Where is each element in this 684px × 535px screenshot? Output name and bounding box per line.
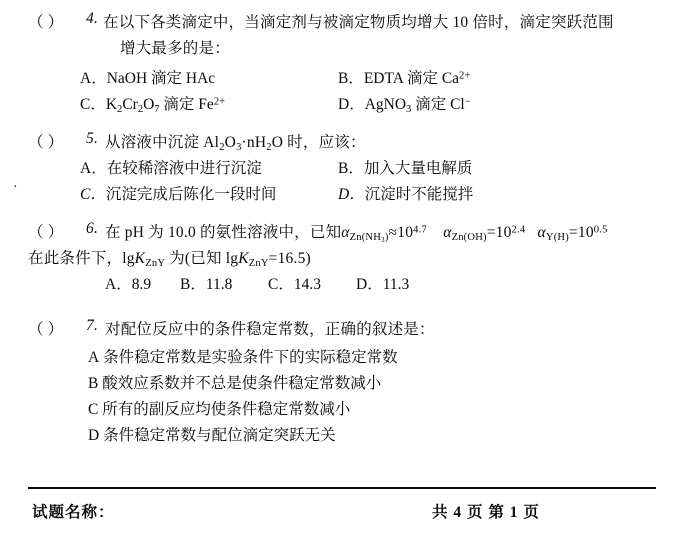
q4-option-c-fe: 滴定 Fe bbox=[159, 96, 214, 113]
q4-option-c-key: C． bbox=[80, 96, 106, 113]
q4-option-c-sub3: 7 bbox=[154, 103, 160, 115]
q4-option-d-agno: AgNO bbox=[364, 96, 407, 113]
q6-alpha2: α bbox=[443, 224, 452, 241]
q7-option-a-key: A bbox=[88, 349, 100, 366]
q4-option-c bbox=[80, 92, 225, 115]
q6-option-b bbox=[180, 272, 232, 294]
q5-option-a bbox=[80, 156, 262, 178]
q4-option-c-charge: 2+ bbox=[213, 96, 226, 108]
q4-stem-line2: 增大最多的是： bbox=[120, 40, 230, 57]
q5-option-d-key: D． bbox=[338, 186, 365, 203]
stray-mark: · bbox=[13, 180, 18, 195]
q6-number: 6. bbox=[86, 220, 99, 237]
q6-stem2-a: 在此条件下，lg bbox=[28, 250, 135, 267]
q6-stem2-k: K bbox=[134, 250, 146, 267]
q4-bracket: （ ） bbox=[28, 14, 64, 31]
q6-alpha3-sub: Y(H) bbox=[545, 231, 569, 243]
q4-option-b bbox=[338, 66, 470, 88]
q4-option-a bbox=[80, 66, 215, 88]
q5-number: 5. bbox=[86, 130, 99, 147]
q4-option-d-sub1: 3 bbox=[406, 103, 412, 115]
q7-option-d-key: D bbox=[88, 427, 100, 444]
q6-option-b-text: 11.8 bbox=[205, 276, 233, 293]
q7-stem: 对配位反应中的条件稳定常数，正确的叙述是： bbox=[105, 321, 435, 338]
q6-space2 bbox=[525, 224, 537, 241]
q6-stem2-k2: K bbox=[238, 250, 249, 267]
q7-bracket: （ ） bbox=[28, 321, 64, 338]
q4-option-a-key: A． bbox=[80, 70, 107, 87]
q6-alpha2-sub: Zn(OH) bbox=[451, 231, 487, 243]
q6-alpha2-val: =10 bbox=[486, 224, 512, 241]
q5-option-d-text: 沉淀时不能搅拌 bbox=[364, 186, 474, 203]
q5-option-c-key: C． bbox=[80, 186, 106, 203]
q6-option-d-text: 11.3 bbox=[382, 276, 410, 293]
q5-option-d bbox=[338, 182, 473, 204]
q6-option-c-key: C． bbox=[268, 276, 294, 293]
q6-stem2-b: 为(已知 lg bbox=[165, 250, 239, 267]
q6-stem-text: 在 pH 为 10.0 的氨性溶液中，已知 bbox=[105, 224, 342, 241]
q6-alpha1-sub-b: 3 bbox=[381, 235, 385, 244]
q6-alpha3: α bbox=[537, 224, 546, 241]
q6-option-c bbox=[268, 272, 321, 294]
q4-option-a-text: NaOH 滴定 HAc bbox=[106, 70, 216, 87]
q6-option-c-text: 14.3 bbox=[293, 276, 321, 293]
q4-option-c-sub1: 2 bbox=[117, 103, 123, 115]
q7-option-b-key: B bbox=[88, 375, 99, 392]
q6-alpha1: α bbox=[341, 224, 350, 241]
q5-stem bbox=[105, 130, 366, 153]
q5-stem-pre: 从溶液中沉淀 Al bbox=[105, 134, 220, 151]
q4-option-d-cl: 滴定 Cl bbox=[411, 96, 465, 113]
q7-option-a bbox=[88, 345, 398, 367]
q4-option-b-charge: 2+ bbox=[459, 70, 471, 82]
footer-divider bbox=[28, 487, 656, 489]
q6-option-b-key: B． bbox=[180, 276, 206, 293]
q5-stem-sub1: 2 bbox=[219, 141, 225, 153]
q4-option-d-key: D． bbox=[338, 96, 365, 113]
q7-option-d bbox=[88, 423, 336, 445]
q5-option-c bbox=[80, 182, 276, 204]
q6-alpha1-sub bbox=[350, 232, 389, 243]
q4-option-b-text: EDTA 滴定 Ca bbox=[363, 70, 460, 87]
q6-stem-line2 bbox=[28, 246, 311, 269]
q6-option-a-key: A． bbox=[105, 276, 132, 293]
q5-option-a-key: A． bbox=[80, 160, 107, 177]
q6-option-d-key: D． bbox=[356, 276, 383, 293]
q4-option-c-cr: Cr bbox=[122, 96, 138, 113]
q4-option-d-charge: − bbox=[464, 96, 471, 108]
q5-stem-mid3: O 时，应该： bbox=[271, 134, 366, 151]
q5-option-b-key: B． bbox=[338, 160, 364, 177]
q5-option-b-text: 加入大量电解质 bbox=[363, 160, 473, 177]
q5-option-c-text: 沉淀完成后陈化一段时间 bbox=[105, 186, 277, 203]
q5-stem-sub2: 3 bbox=[236, 141, 242, 153]
q7-option-c-text: 所有的副反应均使条件稳定常数减小 bbox=[102, 401, 351, 418]
q7-option-c bbox=[88, 397, 350, 419]
q6-option-d bbox=[356, 272, 409, 294]
q7-option-b-text: 酸效应系数并不总是使条件稳定常数减小 bbox=[102, 375, 382, 392]
q7-option-b bbox=[88, 371, 381, 393]
q5-stem-mid1: O bbox=[224, 134, 237, 151]
q6-bracket: （ ） bbox=[28, 224, 64, 241]
footer-exam-name-label: 试题名称： bbox=[32, 504, 115, 521]
q6-stem2-k2sub: ZnY bbox=[248, 257, 269, 269]
q4-stem-line1: 在以下各类滴定中，当滴定剂与被滴定物质均增大 10 倍时，滴定突跃范围 bbox=[103, 14, 614, 31]
q4-number: 4. bbox=[86, 10, 99, 27]
q4-option-c-o: O bbox=[143, 96, 155, 113]
q6-space1 bbox=[427, 224, 443, 241]
q5-stem-sub3: 2 bbox=[266, 141, 272, 153]
q7-option-c-key: C bbox=[88, 401, 99, 418]
q6-option-a-text: 8.9 bbox=[131, 276, 152, 293]
q6-alpha3-exp: 0.5 bbox=[593, 224, 608, 236]
q7-option-a-text: 条件稳定常数是实验条件下的实际稳定常数 bbox=[103, 349, 398, 366]
q6-stem2-ksub: ZnY bbox=[145, 257, 166, 269]
q4-option-d bbox=[338, 92, 471, 115]
q6-alpha1-sub-c: ) bbox=[384, 231, 389, 243]
q4-option-c-sub2: 2 bbox=[137, 103, 144, 115]
q7-option-d-text: 条件稳定常数与配位滴定突跃无关 bbox=[103, 427, 336, 444]
q5-stem-mid2: ·nH bbox=[241, 134, 267, 151]
q5-bracket: （ ） bbox=[28, 134, 64, 151]
q6-alpha1-exp: 4.7 bbox=[413, 224, 427, 236]
q6-alpha1-sub-a: Zn(NH bbox=[349, 231, 382, 243]
q4-option-c-k: K bbox=[105, 96, 118, 113]
q6-alpha3-val: =10 bbox=[568, 224, 594, 241]
q5-option-a-text: 在较稀溶液中进行沉淀 bbox=[106, 160, 262, 177]
q6-stem-line1 bbox=[105, 220, 608, 244]
footer-page-indicator: 共 4 页 第 1 页 bbox=[432, 504, 540, 521]
q5-option-b bbox=[338, 156, 472, 178]
q6-stem2-c: =16.5) bbox=[268, 250, 311, 267]
q4-option-b-key: B． bbox=[338, 70, 364, 87]
q7-number: 7. bbox=[86, 317, 99, 334]
q6-alpha1-val: ≈10 bbox=[388, 224, 414, 241]
q6-option-a bbox=[105, 272, 151, 294]
q6-alpha2-exp: 2.4 bbox=[511, 224, 526, 236]
